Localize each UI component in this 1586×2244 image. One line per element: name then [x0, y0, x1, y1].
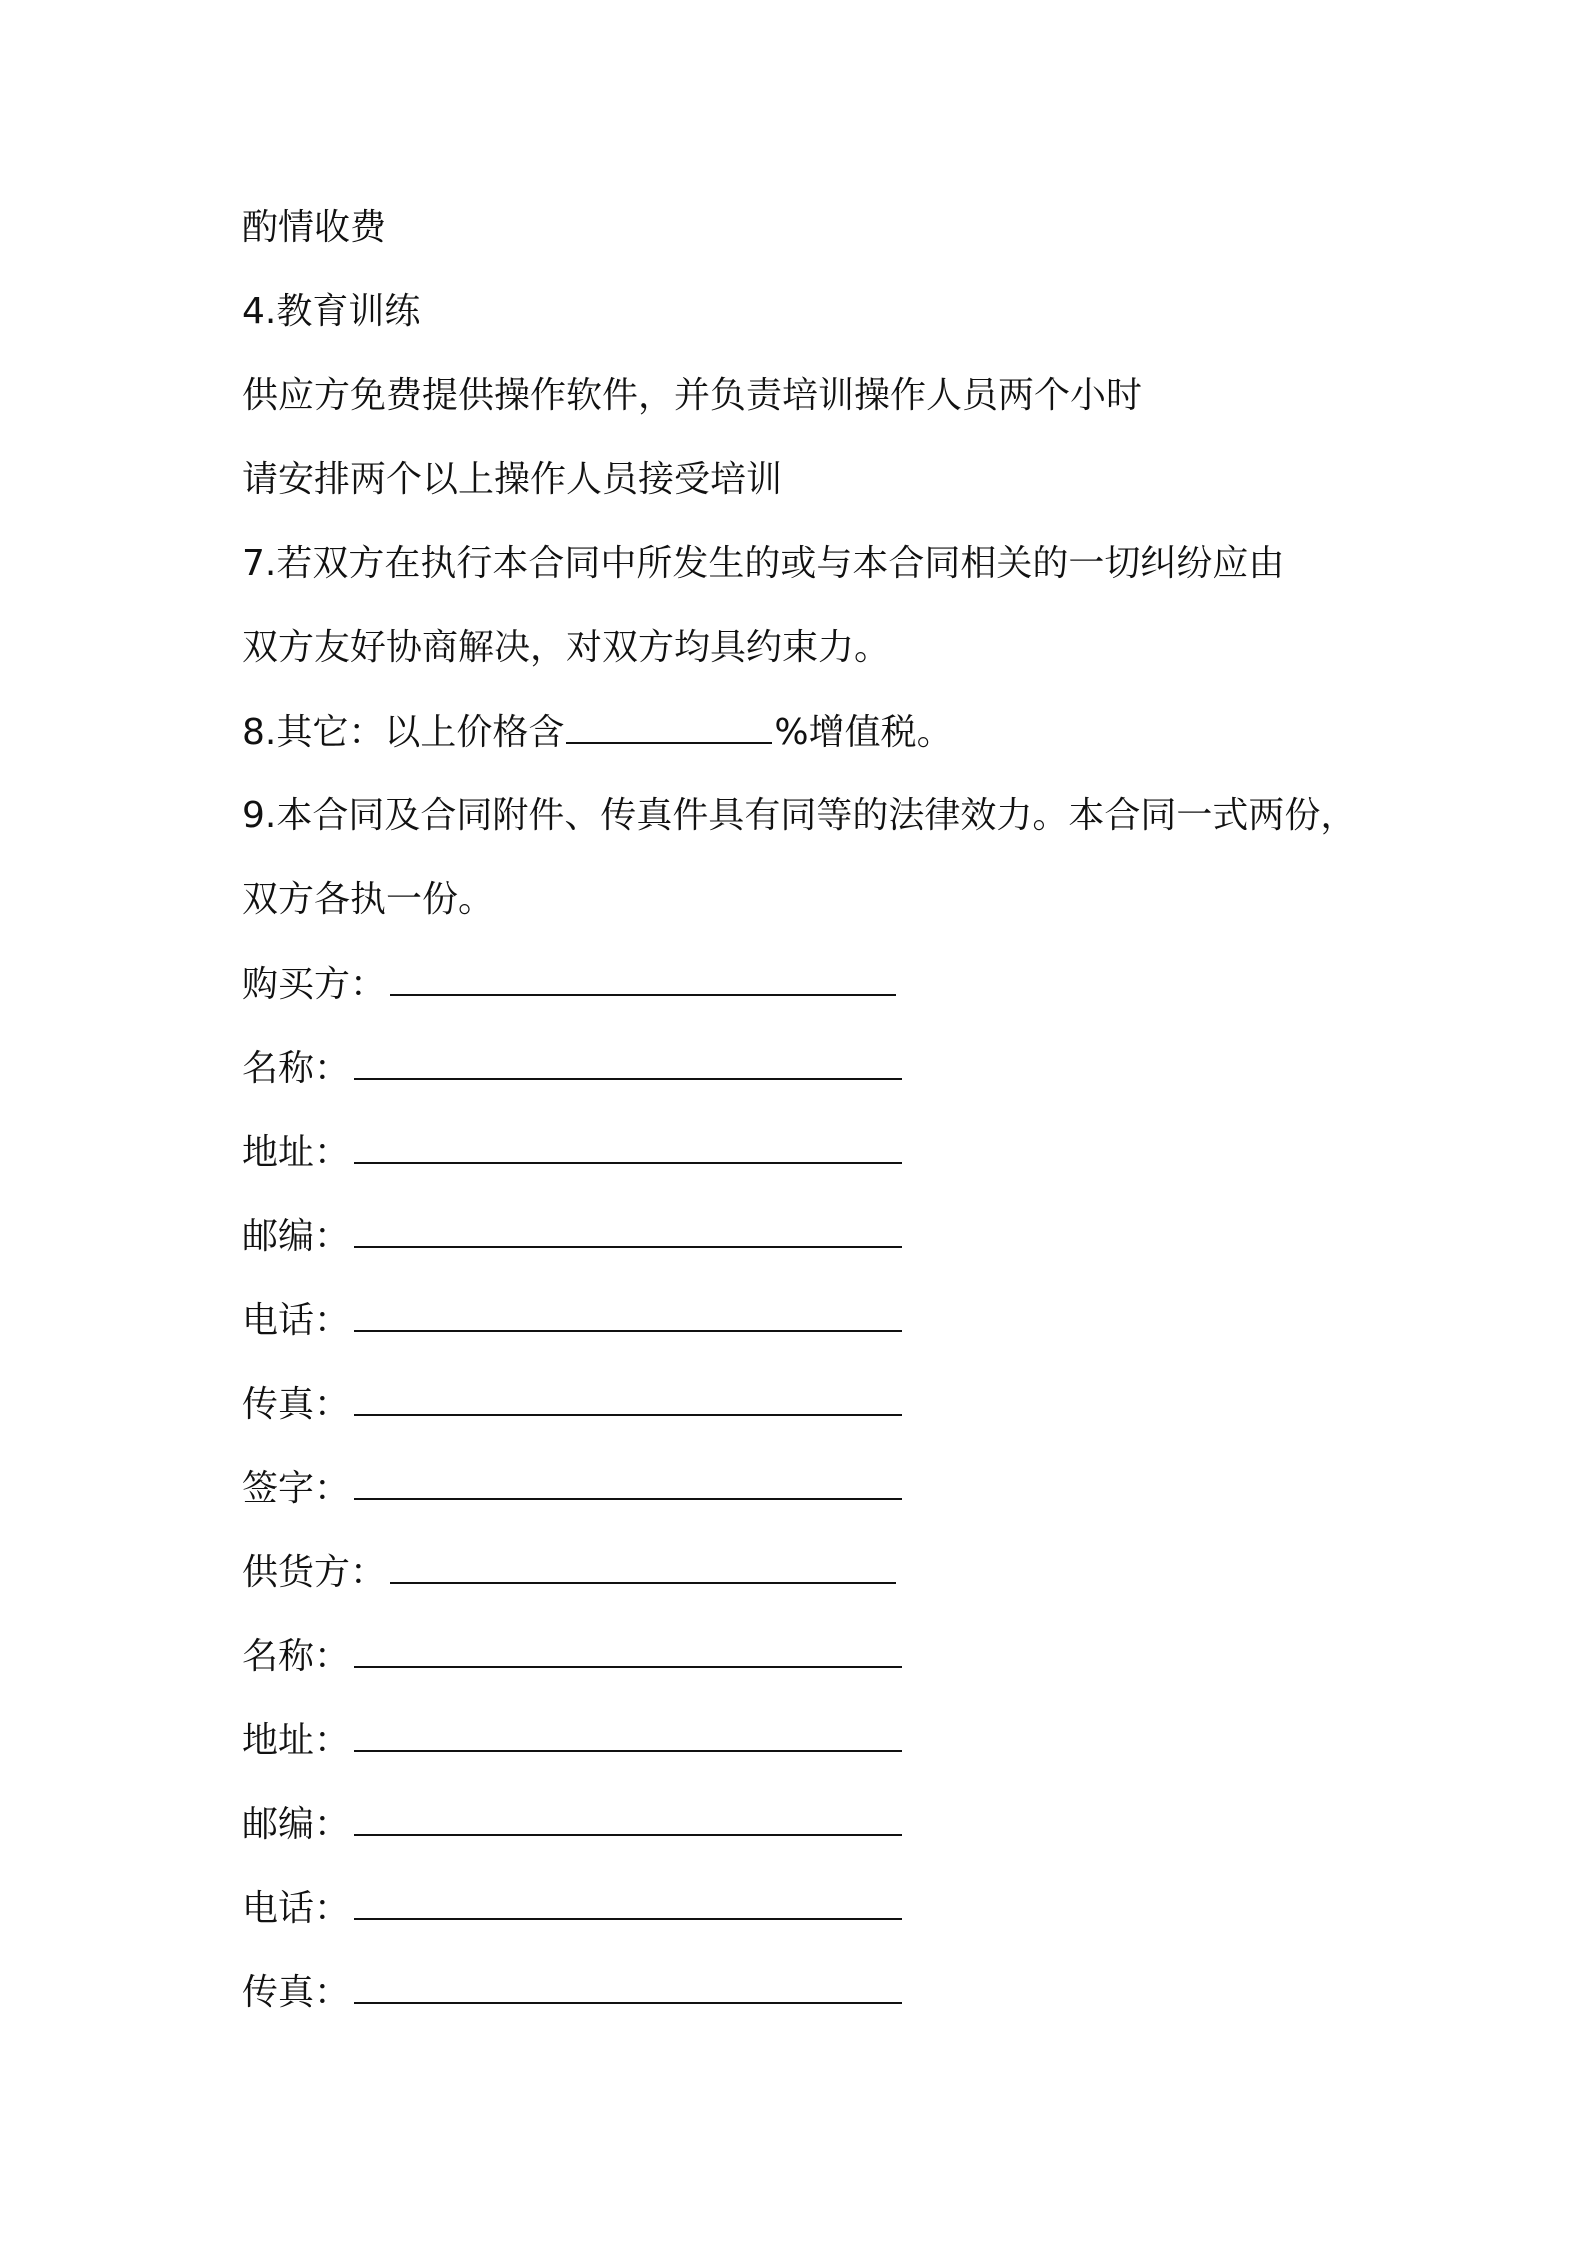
supplier-name-row — [242, 1626, 1442, 1710]
supplier-name-blank[interactable] — [354, 1626, 902, 1668]
buyer-postcode-row — [242, 1206, 1442, 1290]
supplier-label: 供货方： — [242, 1552, 387, 1593]
supplier-blank[interactable] — [390, 1542, 896, 1584]
clause-7-line-2: 双方友好协商解决，对双方均具约束力。 — [242, 627, 891, 668]
tax-suffix: %增值税。 — [774, 712, 953, 753]
buyer-name-row — [242, 1038, 1442, 1122]
training-line-1: 供应方免费提供操作软件，并负责培训操作人员两个小时 — [242, 375, 1143, 416]
buyer-postcode-label: 邮编： — [242, 1216, 351, 1257]
supplier-postcode-blank[interactable] — [354, 1794, 902, 1836]
buyer-postcode-blank[interactable] — [354, 1206, 902, 1248]
tax-prefix: 8.其它：以上价格含 — [242, 712, 565, 753]
training-line-2: 请安排两个以上操作人员接受培训 — [242, 459, 783, 500]
supplier-phone-label: 电话： — [242, 1888, 351, 1929]
buyer-name-label: 名称： — [242, 1048, 351, 1089]
supplier-address-label: 地址： — [242, 1720, 351, 1761]
buyer-fax-row — [242, 1374, 1442, 1458]
buyer-address-label: 地址： — [242, 1132, 351, 1173]
buyer-fax-blank[interactable] — [354, 1374, 902, 1416]
buyer-phone-blank[interactable] — [354, 1290, 902, 1332]
buyer-blank[interactable] — [390, 954, 896, 996]
buyer-address-row — [242, 1122, 1442, 1206]
clause-4-title: 4.教育训练 — [242, 291, 421, 332]
buyer-phone-row — [242, 1290, 1442, 1374]
buyer-name-blank[interactable] — [354, 1038, 902, 1080]
buyer-address-blank[interactable] — [354, 1122, 902, 1164]
buyer-signature-row — [242, 1458, 1442, 1542]
buyer-fax-label: 传真： — [242, 1384, 351, 1425]
supplier-fax-blank[interactable] — [354, 1962, 902, 2004]
supplier-fax-row — [242, 1962, 1442, 2046]
text-line-fee: 酌情收费 — [242, 207, 387, 248]
tax-rate-blank[interactable] — [566, 702, 772, 744]
clause-8-tax — [242, 702, 1442, 786]
buyer-signature-label: 签字： — [242, 1468, 351, 1509]
clause-9-line-1: 9.本合同及合同附件、传真件具有同等的法律效力。本合同一式两份， — [242, 795, 1357, 836]
supplier-address-blank[interactable] — [354, 1710, 902, 1752]
supplier-phone-blank[interactable] — [354, 1878, 902, 1920]
buyer-signature-blank[interactable] — [354, 1458, 902, 1500]
supplier-phone-row — [242, 1878, 1442, 1962]
buyer-label: 购买方： — [242, 964, 387, 1005]
document-body — [242, 198, 1442, 2046]
supplier-name-label: 名称： — [242, 1636, 351, 1677]
supplier-heading — [242, 1542, 1442, 1626]
clause-7-line-1: 7.若双方在执行本合同中所发生的或与本合同相关的一切纠纷应由 — [242, 543, 1285, 584]
supplier-postcode-label: 邮编： — [242, 1804, 351, 1845]
supplier-fax-label: 传真： — [242, 1972, 351, 2013]
supplier-postcode-row — [242, 1794, 1442, 1878]
buyer-heading — [242, 954, 1442, 1038]
supplier-address-row — [242, 1710, 1442, 1794]
buyer-phone-label: 电话： — [242, 1300, 351, 1341]
clause-9-line-2: 双方各执一份。 — [242, 879, 495, 920]
